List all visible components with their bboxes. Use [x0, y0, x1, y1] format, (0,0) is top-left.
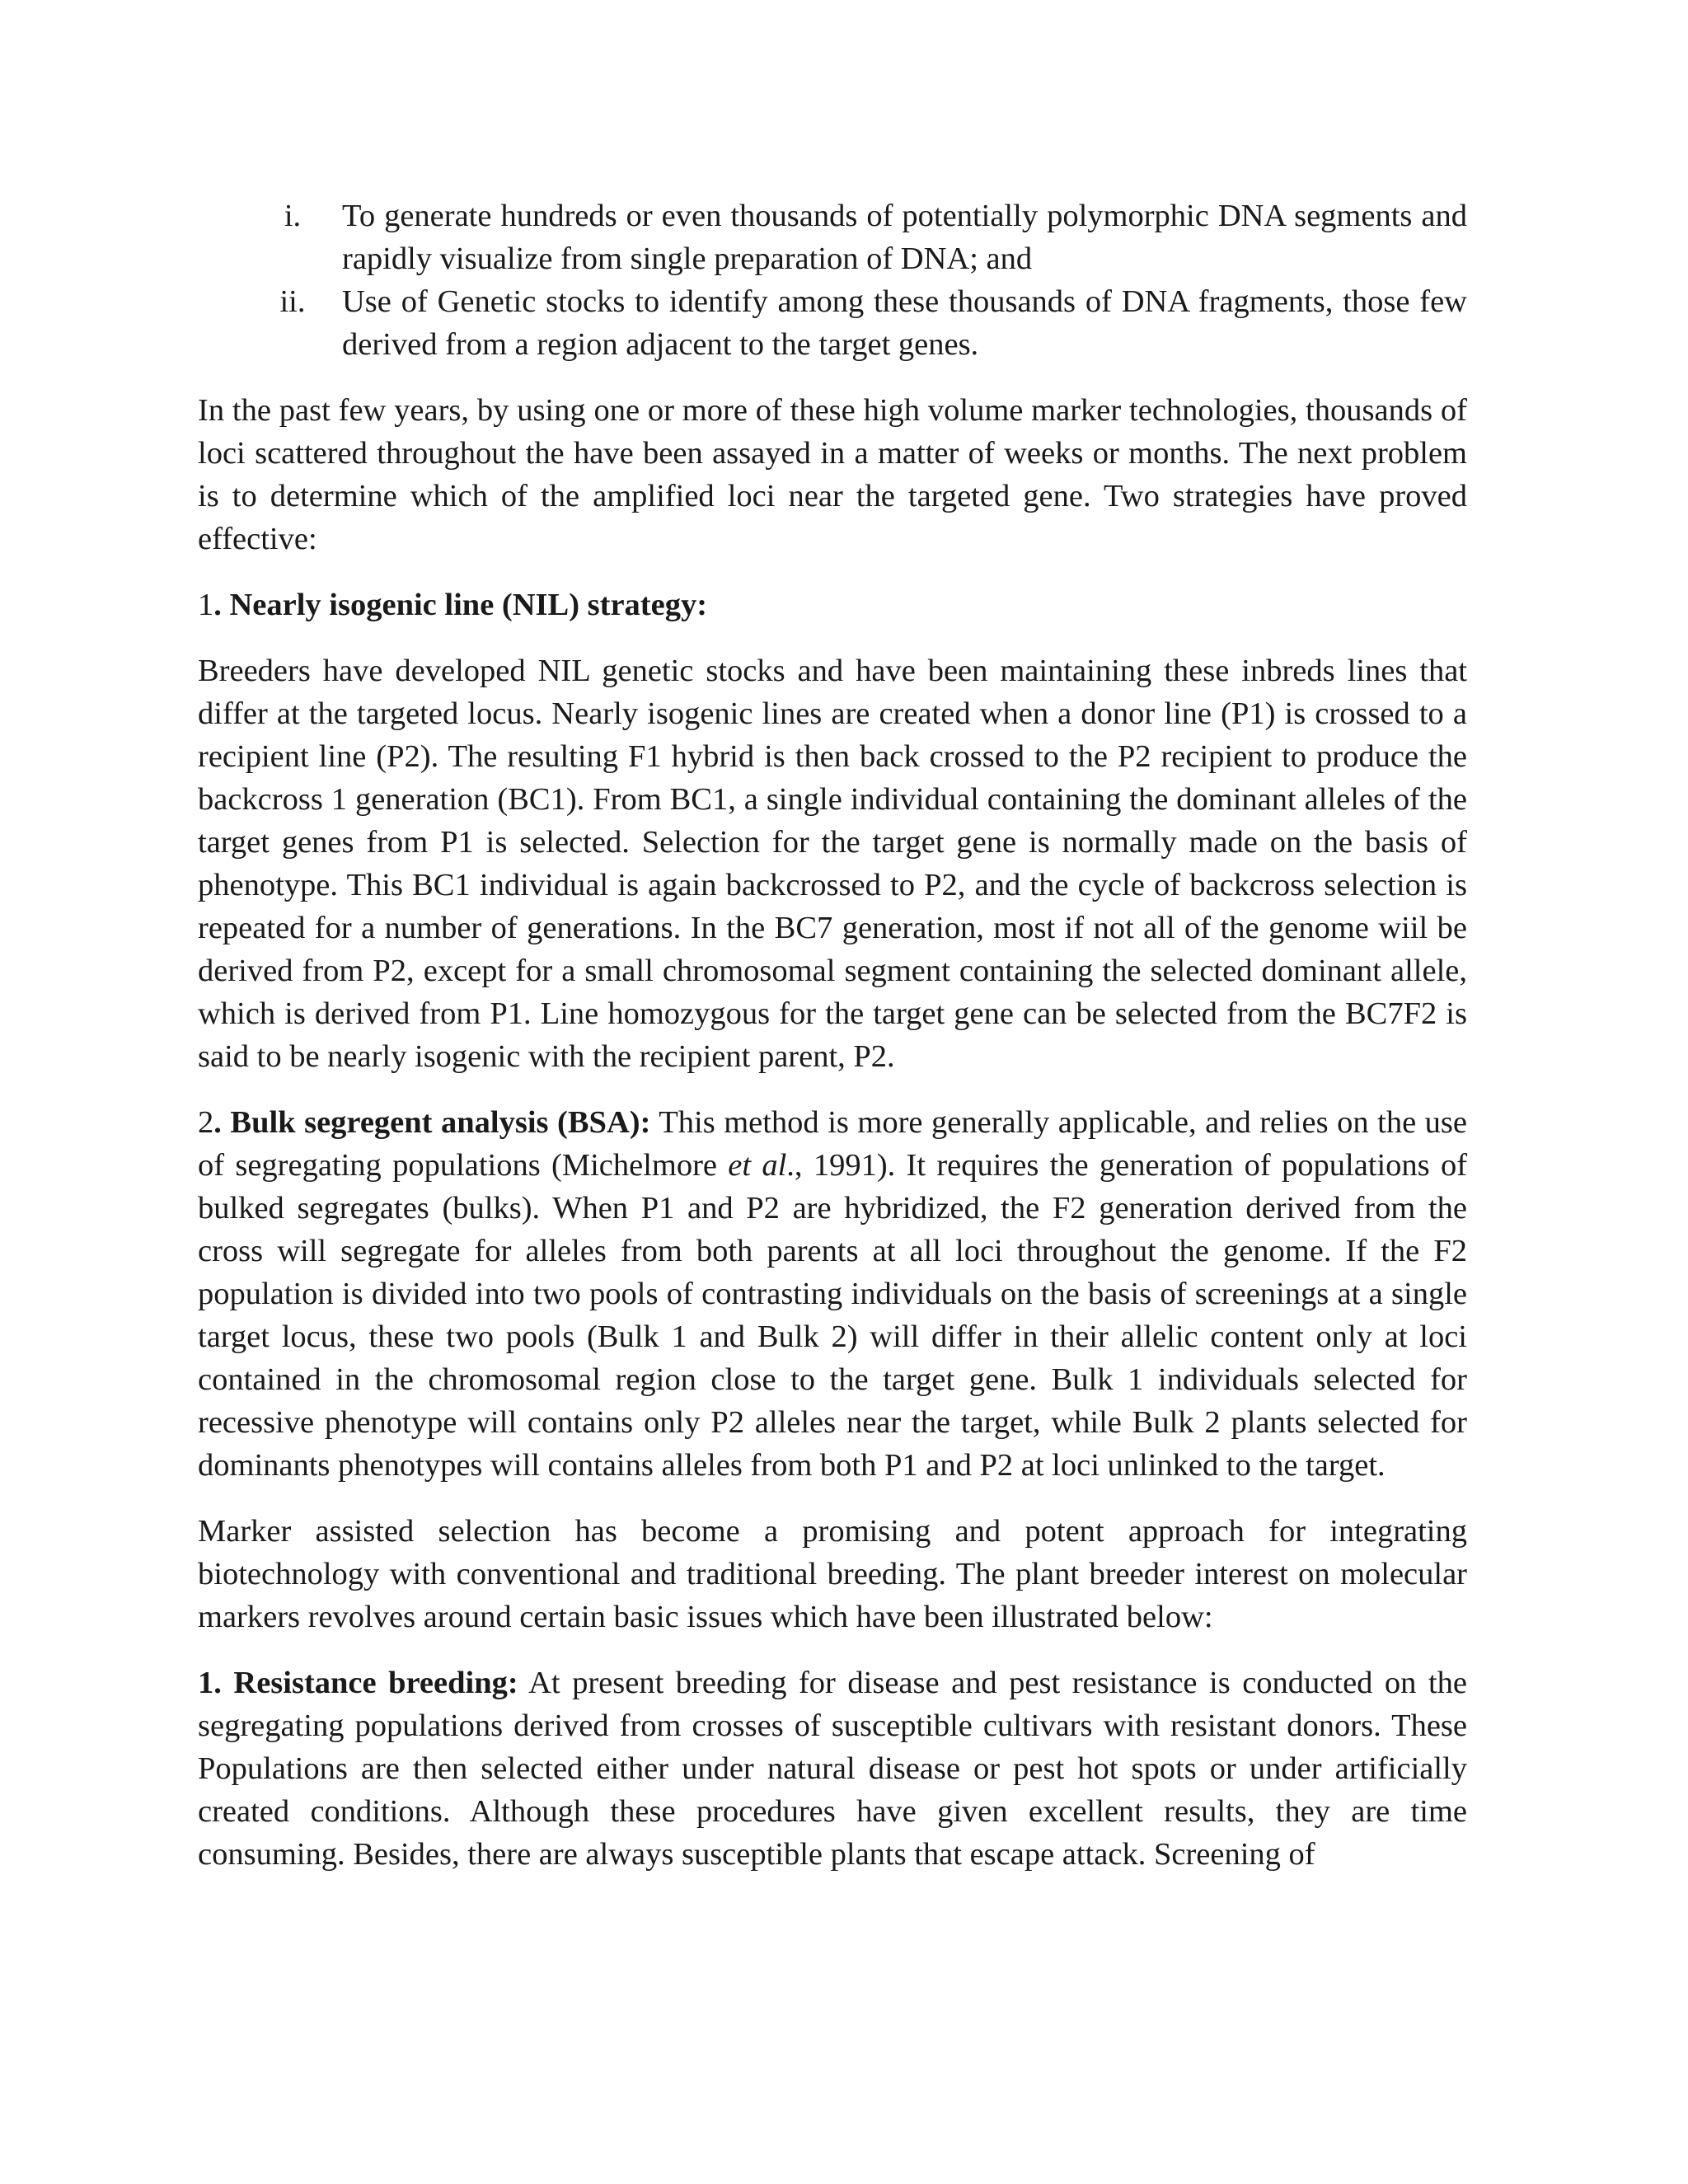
- list-item: [198, 194, 1467, 280]
- bsa-title: . Bulk segregent analysis (BSA):: [213, 1105, 651, 1140]
- nil-number: 1: [198, 588, 214, 622]
- resistance-title: 1. Resistance breeding:: [198, 1666, 518, 1700]
- bsa-body-rest: ., 1991). It requires the generation of populations of bulked segregates (bulks). When P1 and P2 are hybridized, the F2 generation derived from the cross will segregate for alleles from both parents at all loci throughout the genome. If the F2 population is divided into two pools of contrasting individuals on the basis of screenings at a single target locus, these two pools (Bulk 1 and Bulk 2) will differ in their allelic content only at loci contained in the chromosomal region close to the target gene. Bulk 1 individuals selected for recessive phenotype will contains only P2 alleles near the target, while Bulk 2 plants selected for dominants phenotypes will contains alleles from both P1 and P2 at loci unlinked to the target.: [198, 1148, 1468, 1483]
- list-number: i.: [284, 199, 302, 233]
- nil-paragraph: Breeders have developed NIL genetic stocks and have been maintaining these inbreds lines that differ at the targeted locus. Nearly isogenic lines are created when a donor line (P1) is crossed to a recipient line (P2). The resulting F1 hybrid is then back crossed to the P2 recipient to produce the backcross 1 generation (BC1). From BC1, a single individual containing the dominant alleles of the target genes from P1 is selected. Selection for the target gene is normally made on the basis of phenotype. This BC1 individual is again backcrossed to P2, and the cycle of backcross selection is repeated for a number of generations. In the BC7 generation, most if not all of the genome wiil be derived from P2, except for a small chromosomal segment containing the selected dominant allele, which is derived from P1. Line homozygous for the target gene can be selected from the BC7F2 is said to be nearly isogenic with the recipient parent, P2.: [198, 654, 1467, 1074]
- intro-paragraph: In the past few years, by using one or more of these high volume marker technologies, thousands of loci scattered throughout the have been assayed in a matter of weeks or months. The next problem is to determine which of the amplified loci near the targeted gene. Two strategies have proved effective:: [198, 393, 1467, 556]
- mas-paragraph: Marker assisted selection has become a promising and potent approach for integrating biotechnology with conventional and traditional breeding. The plant breeder interest on molecular markers revolves around certain basic issues which have been illustrated below:: [198, 1514, 1467, 1634]
- bsa-body-start: This method is more generally applicable, and relies on the use of segregating populations (Michelmore: [198, 1105, 1467, 1183]
- bsa-citation-et-al: et al: [728, 1148, 787, 1183]
- list-number: ii.: [279, 284, 306, 319]
- document-page: [198, 194, 1467, 1899]
- nil-title: . Nearly isogenic line (NIL) strategy:: [213, 588, 708, 622]
- list-text: To generate hundreds or even thousands of potentially polymorphic DNA segments and rapidly visualize from single preparation of DNA; and: [342, 199, 1467, 276]
- list-text: Use of Genetic stocks to identify among these thousands of DNA fragments, those few derived from a region adjacent to the target genes.: [342, 284, 1467, 362]
- list-item: [198, 280, 1467, 366]
- bsa-paragraph: [198, 1101, 1467, 1487]
- roman-list: [198, 194, 1467, 366]
- bsa-number: 2: [198, 1105, 214, 1140]
- nil-heading: [198, 583, 1467, 626]
- resistance-body: At present breeding for disease and pest resistance is conducted on the segregating populations derived from crosses of susceptible cultivars with resistant donors. These Populations are then selected either under natural disease or pest hot spots or under artificially created conditions. Although these procedures have given excellent results, they are time consuming. Besides, there are always susceptible plants that escape attack. Screening of: [198, 1666, 1467, 1872]
- resistance-paragraph: [198, 1661, 1467, 1876]
